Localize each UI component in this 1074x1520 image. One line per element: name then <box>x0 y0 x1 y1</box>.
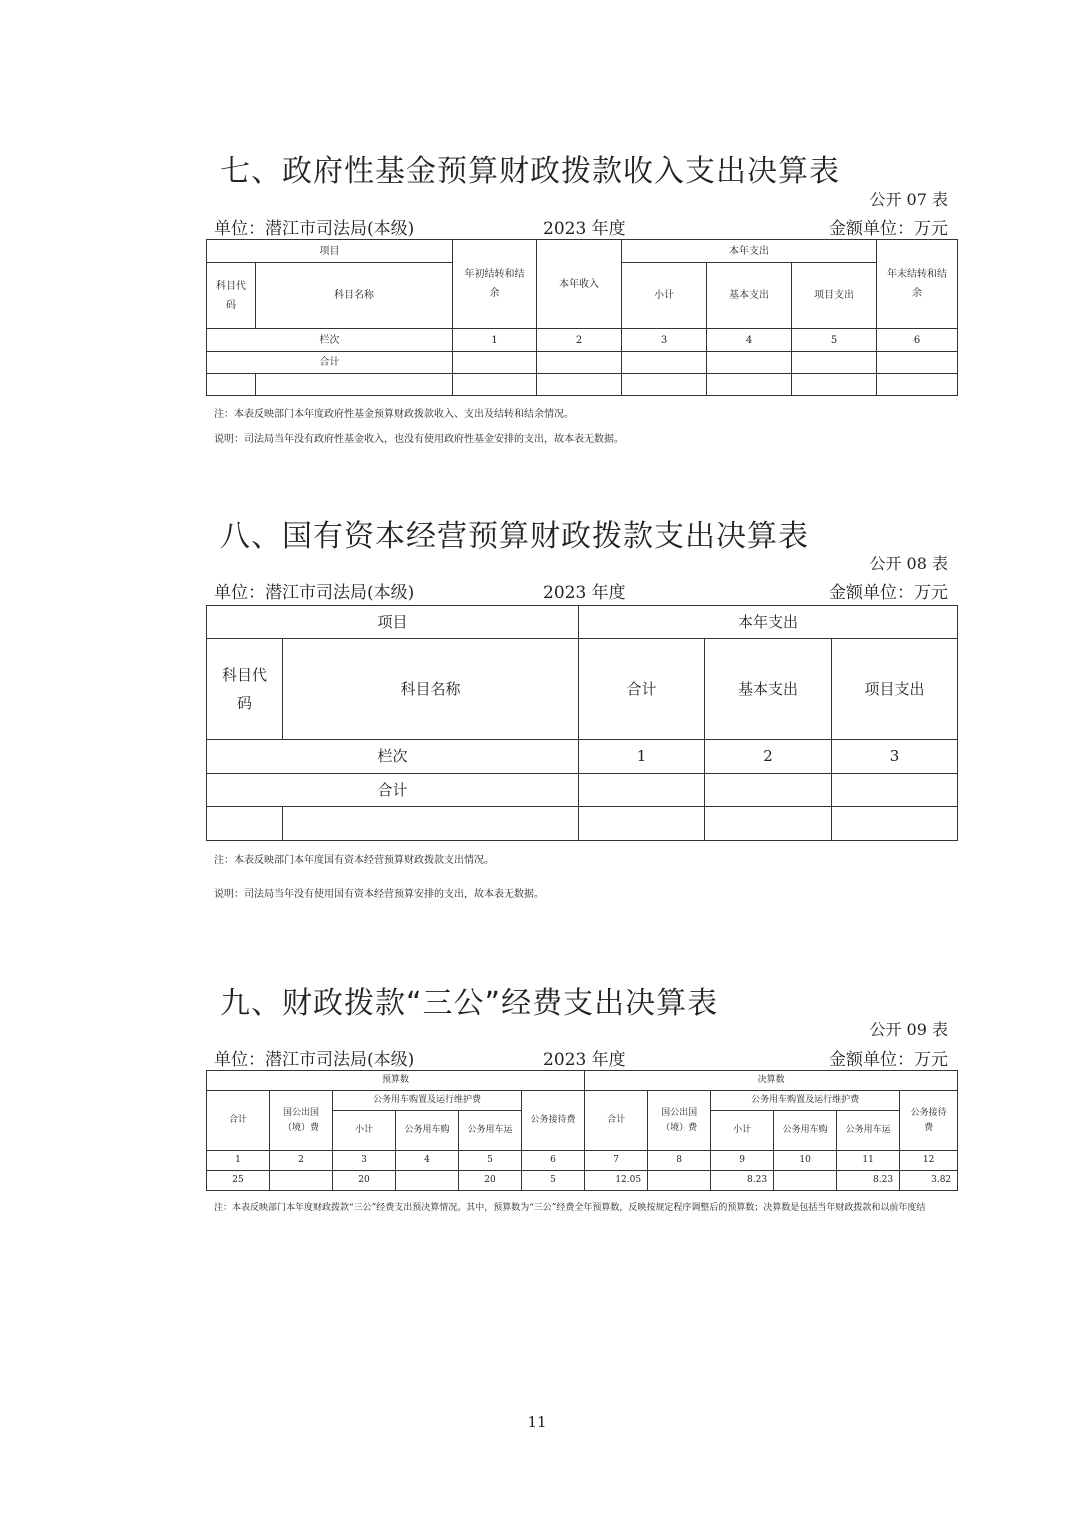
section9-table-code: 公开 09 表 <box>869 1020 948 1039</box>
section9-meta <box>214 1045 948 1069</box>
section7-title: 七、政府性基金预算财政拨款收入支出决算表 <box>220 154 840 189</box>
section8-note: 注：本表反映部门本年度国有资本经营预算财政拨款支出情况。 <box>214 855 494 866</box>
value-cell <box>270 1171 333 1191</box>
column-number: 4 <box>396 1151 459 1171</box>
column-number: 10 <box>774 1151 837 1171</box>
value-cell <box>648 1171 711 1191</box>
column-number: 11 <box>837 1151 900 1171</box>
header-budget-vehicle-group: 公务用车购置及运行维护费 <box>333 1091 522 1111</box>
header-budget-vehicle-purchase: 公务用车购 <box>396 1111 459 1151</box>
header-current-expense: 本年支出 <box>579 606 958 639</box>
header-basic-expense: 基本支出 <box>707 263 792 329</box>
section9-note: 注：本表反映部门本年度财政拨款“三公”经费支出预决算情况。其中，预算数为“三公”经费全年预算数，反映按规定程序调整后的预算数；决算数是包括当年财政拨款和以前年度结 <box>214 1203 926 1213</box>
header-budget-reception: 公务接待费 <box>522 1091 585 1151</box>
header-current-income: 本年收入 <box>537 240 622 329</box>
header-final-vehicle-purchase: 公务用车购 <box>774 1111 837 1151</box>
value-cell <box>396 1171 459 1191</box>
section9-table <box>206 1070 958 1191</box>
header-subject-code: 科目代 码 <box>207 639 283 740</box>
header-budget-vehicle-operation: 公务用车运 <box>459 1111 522 1151</box>
value-cell: 25 <box>207 1171 270 1191</box>
section7-meta <box>214 214 948 238</box>
section7-table-code: 公开 07 表 <box>869 190 948 209</box>
header-budget: 预算数 <box>207 1071 585 1091</box>
value-cell: 3.82 <box>900 1171 958 1191</box>
header-final-reception: 公务接待 费 <box>900 1091 958 1151</box>
value-cell: 8.23 <box>837 1171 900 1191</box>
header-begin-balance: 年初结转和结 余 <box>453 240 537 329</box>
column-number: 8 <box>648 1151 711 1171</box>
column-number: 3 <box>333 1151 396 1171</box>
header-final-vehicle-group: 公务用车购置及运行维护费 <box>711 1091 900 1111</box>
header-project: 项目 <box>207 606 579 639</box>
column-number: 5 <box>459 1151 522 1171</box>
header-final-abroad: 国公出国 （境）费 <box>648 1091 711 1151</box>
table-row <box>207 374 958 396</box>
column-number: 4 <box>707 329 792 352</box>
column-number: 2 <box>537 329 622 352</box>
header-subject-name: 科目名称 <box>283 639 579 740</box>
header-subject-code: 科目代 码 <box>207 263 256 329</box>
section8-year: 2023 年度 <box>543 583 626 603</box>
section9-unit: 单位：潜江市司法局(本级) <box>214 1050 415 1070</box>
header-budget-total: 合计 <box>207 1091 270 1151</box>
column-number: 7 <box>585 1151 648 1171</box>
column-number: 5 <box>792 329 877 352</box>
section9-amount-unit: 金额单位：万元 <box>829 1050 948 1070</box>
section7-explanation: 说明：司法局当年没有政府性基金收入，也没有使用政府性基金安排的支出，故本表无数据。 <box>214 434 624 445</box>
table-row <box>207 1171 958 1191</box>
header-current-expense: 本年支出 <box>622 240 877 263</box>
value-cell: 12.05 <box>585 1171 648 1191</box>
header-project: 项目 <box>207 240 453 263</box>
header-final-subtotal: 小计 <box>711 1111 774 1151</box>
section8-table <box>206 605 958 841</box>
table-row <box>207 774 958 807</box>
section8-unit: 单位：潜江市司法局(本级) <box>214 583 415 603</box>
total-label: 合计 <box>207 774 579 807</box>
total-label: 合计 <box>207 352 453 374</box>
section8-amount-unit: 金额单位：万元 <box>829 583 948 603</box>
header-basic-expense: 基本支出 <box>705 639 832 740</box>
column-number: 6 <box>522 1151 585 1171</box>
value-cell: 20 <box>459 1171 522 1191</box>
header-budget-abroad: 国公出国 （境）费 <box>270 1091 333 1151</box>
section7-table <box>206 239 958 396</box>
table-row <box>207 352 958 374</box>
column-number: 3 <box>622 329 707 352</box>
section8-explanation: 说明：司法局当年没有使用国有资本经营预算安排的支出，故本表无数据。 <box>214 889 544 900</box>
value-cell: 8.23 <box>711 1171 774 1191</box>
column-number: 3 <box>832 740 958 774</box>
section8-table-code: 公开 08 表 <box>869 554 948 573</box>
section9-year: 2023 年度 <box>543 1050 626 1070</box>
column-number: 12 <box>900 1151 958 1171</box>
section7-amount-unit: 金额单位：万元 <box>829 219 948 239</box>
header-final-vehicle-operation: 公务用车运 <box>837 1111 900 1151</box>
column-number: 2 <box>705 740 832 774</box>
table-row <box>207 740 958 774</box>
section7-note: 注：本表反映部门本年度政府性基金预算财政拨款收入、支出及结转和结余情况。 <box>214 409 574 420</box>
column-number: 1 <box>453 329 537 352</box>
column-number: 1 <box>579 740 705 774</box>
row-index-label: 栏次 <box>207 740 579 774</box>
column-number: 1 <box>207 1151 270 1171</box>
section9-title: 九、财政拨款“三公”经费支出决算表 <box>220 986 719 1021</box>
table-row <box>207 329 958 352</box>
header-project-expense: 项目支出 <box>832 639 958 740</box>
value-cell <box>774 1171 837 1191</box>
column-number: 2 <box>270 1151 333 1171</box>
header-subject-name: 科目名称 <box>256 263 453 329</box>
header-final: 决算数 <box>585 1071 958 1091</box>
section8-title: 八、国有资本经营预算财政拨款支出决算表 <box>220 519 809 554</box>
header-end-balance: 年末结转和结 余 <box>877 240 958 329</box>
column-number: 9 <box>711 1151 774 1171</box>
column-number: 6 <box>877 329 958 352</box>
section7-unit: 单位：潜江市司法局(本级) <box>214 219 415 239</box>
table-row <box>207 807 958 841</box>
section8-meta <box>214 578 948 602</box>
header-final-total: 合计 <box>585 1091 648 1151</box>
row-index-label: 栏次 <box>207 329 453 352</box>
section7-year: 2023 年度 <box>543 219 626 239</box>
table-row <box>207 1151 958 1171</box>
header-total: 合计 <box>579 639 705 740</box>
header-project-expense: 项目支出 <box>792 263 877 329</box>
value-cell: 20 <box>333 1171 396 1191</box>
value-cell: 5 <box>522 1171 585 1191</box>
page-number: 11 <box>527 1413 547 1431</box>
header-subtotal: 小计 <box>622 263 707 329</box>
header-budget-subtotal: 小计 <box>333 1111 396 1151</box>
